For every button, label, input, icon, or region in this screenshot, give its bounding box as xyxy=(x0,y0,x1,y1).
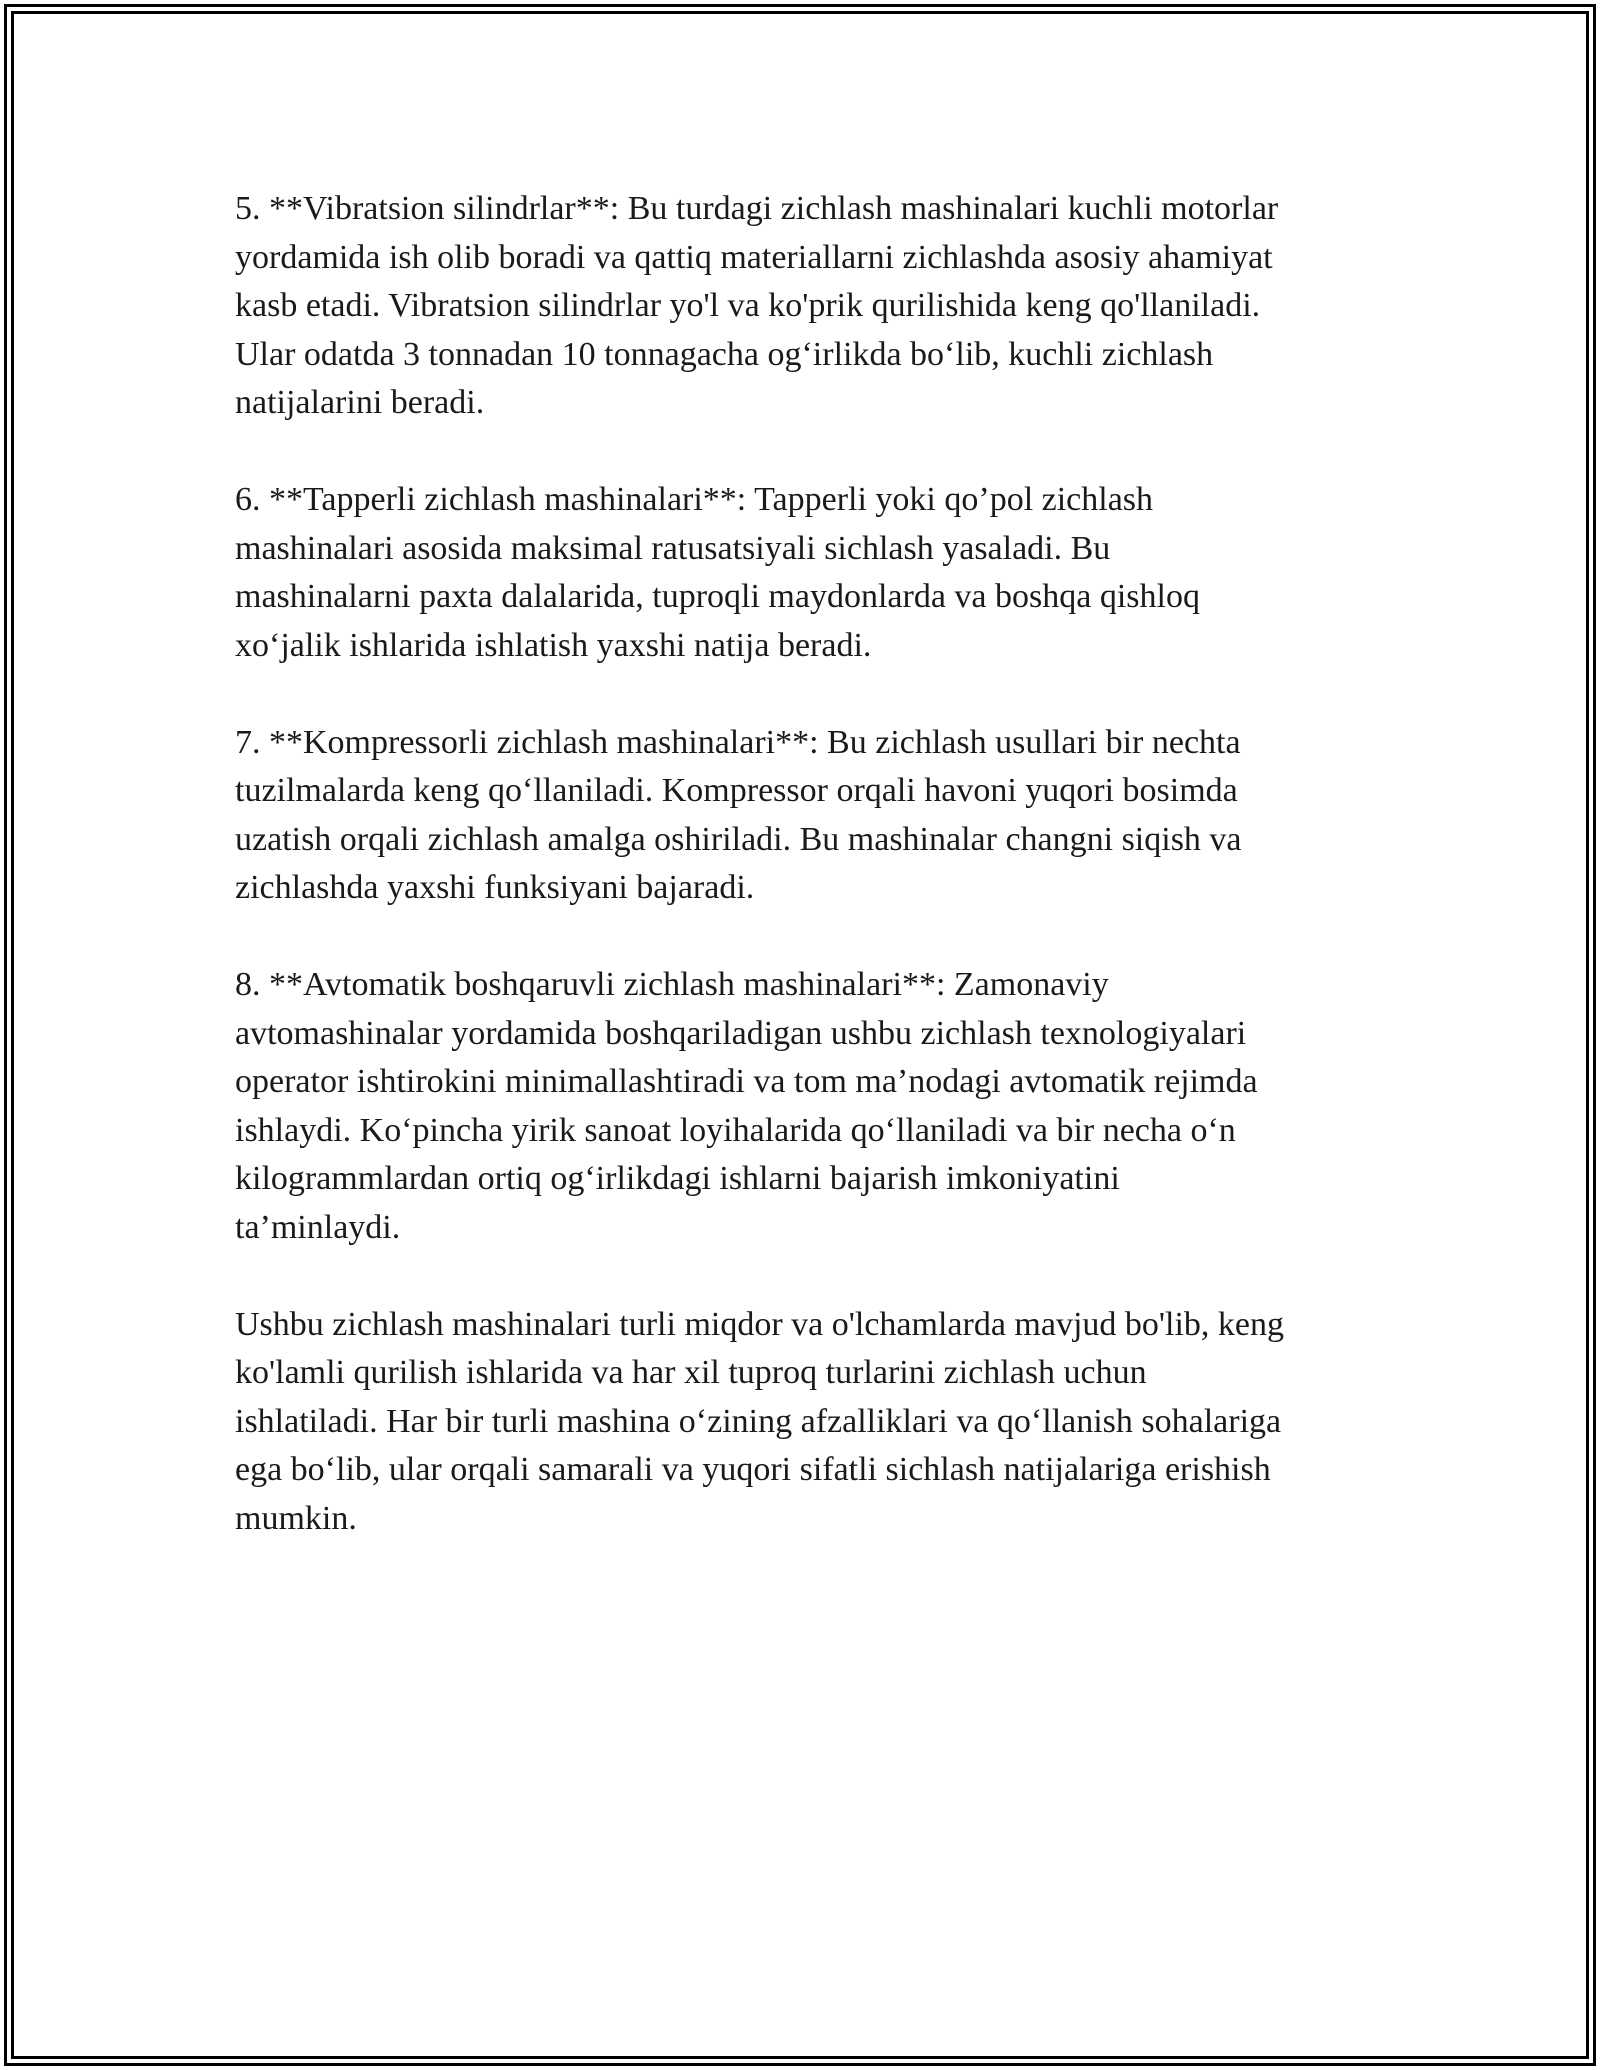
text-line: ishlatiladi. Har bir turli mashina o‘zining afzalliklari va qo‘llanish sohalariga xyxy=(235,1402,1282,1440)
text-line: zichlashda yaxshi funksiyani bajaradi. xyxy=(235,869,755,906)
text-line: ishlaydi. Ko‘pincha yirik sanoat loyihalarida qo‘llaniladi va bir necha o‘n xyxy=(235,1111,1236,1149)
text-line: 7. **Kompressorli zichlash mashinalari**: Bu zichlash usullari bir nechta xyxy=(235,723,1241,761)
text-line: ta’minlaydi. xyxy=(235,1208,401,1246)
text-line: 6. **Tapperli zichlash mashinalari**: Tapperli yoki qo’pol zichlash xyxy=(235,481,1154,518)
text-line: uzatish orqali zichlash amalga oshiriladi. Bu mashinalar changni siqish va xyxy=(235,820,1242,858)
text-line: 5. **Vibratsion silindrlar**: Bu turdagi zichlash mashinalari kuchli motorlar xyxy=(235,190,1279,227)
text-line: ega bo‘lib, ular orqali samarali va yuqori sifatli sichlash natijalariga erishish xyxy=(235,1451,1271,1488)
text-line: mumkin. xyxy=(235,1499,357,1537)
text-line: yordamida ish olib boradi va qattiq materiallarni zichlashda asosiy ahamiyat xyxy=(235,238,1273,276)
text-line: kasb etadi. Vibratsion silindrlar yo'l va ko'prik qurilishida keng qo'llaniladi. xyxy=(235,287,1261,324)
text-line: natijalarini beradi. xyxy=(235,384,485,421)
paragraph-tapperli-zichlash xyxy=(235,476,1375,670)
paragraph-kompressorli-zichlash xyxy=(235,719,1375,913)
paragraph-avtomatik-boshqaruvli xyxy=(235,961,1375,1252)
text-line: ko'lamli qurilish ishlarida va har xil tuproq turlarini zichlash uchun xyxy=(235,1354,1147,1391)
text-line: mashinalarni paxta dalalarida, tuproqli maydonlarda va boshqa qishloq xyxy=(235,578,1200,615)
text-line: xo‘jalik ishlarida ishlatish yaxshi natija beradi. xyxy=(235,626,872,664)
text-line: 8. **Avtomatik boshqaruvli zichlash mashinalari**: Zamonaviy xyxy=(235,966,1109,1003)
paragraph-vibratsion-silindrlar xyxy=(235,185,1375,428)
text-line: operator ishtirokini minimallashtiradi va tom ma’nodagi avtomatik rejimda xyxy=(235,1063,1258,1100)
text-line: Ushbu zichlash mashinalari turli miqdor va o'lchamlarda mavjud bo'lib, keng xyxy=(235,1305,1285,1343)
text-line: avtomashinalar yordamida boshqariladigan ushbu zichlash texnologiyalari xyxy=(235,1014,1247,1052)
text-line: tuzilmalarda keng qo‘llaniladi. Kompressor orqali havoni yuqori bosimda xyxy=(235,772,1238,809)
text-line: Ular odatda 3 tonnadan 10 tonnagacha og‘irlikda bo‘lib, kuchli zichlash xyxy=(235,335,1214,373)
text-line: mashinalari asosida maksimal ratusatsiyali sichlash yasaladi. Bu xyxy=(235,529,1111,567)
document-body xyxy=(235,185,1375,1592)
text-line: kilogrammlardan ortiq og‘irlikdagi ishlarni bajarish imkoniyatini xyxy=(235,1160,1120,1197)
paragraph-conclusion xyxy=(235,1301,1375,1544)
